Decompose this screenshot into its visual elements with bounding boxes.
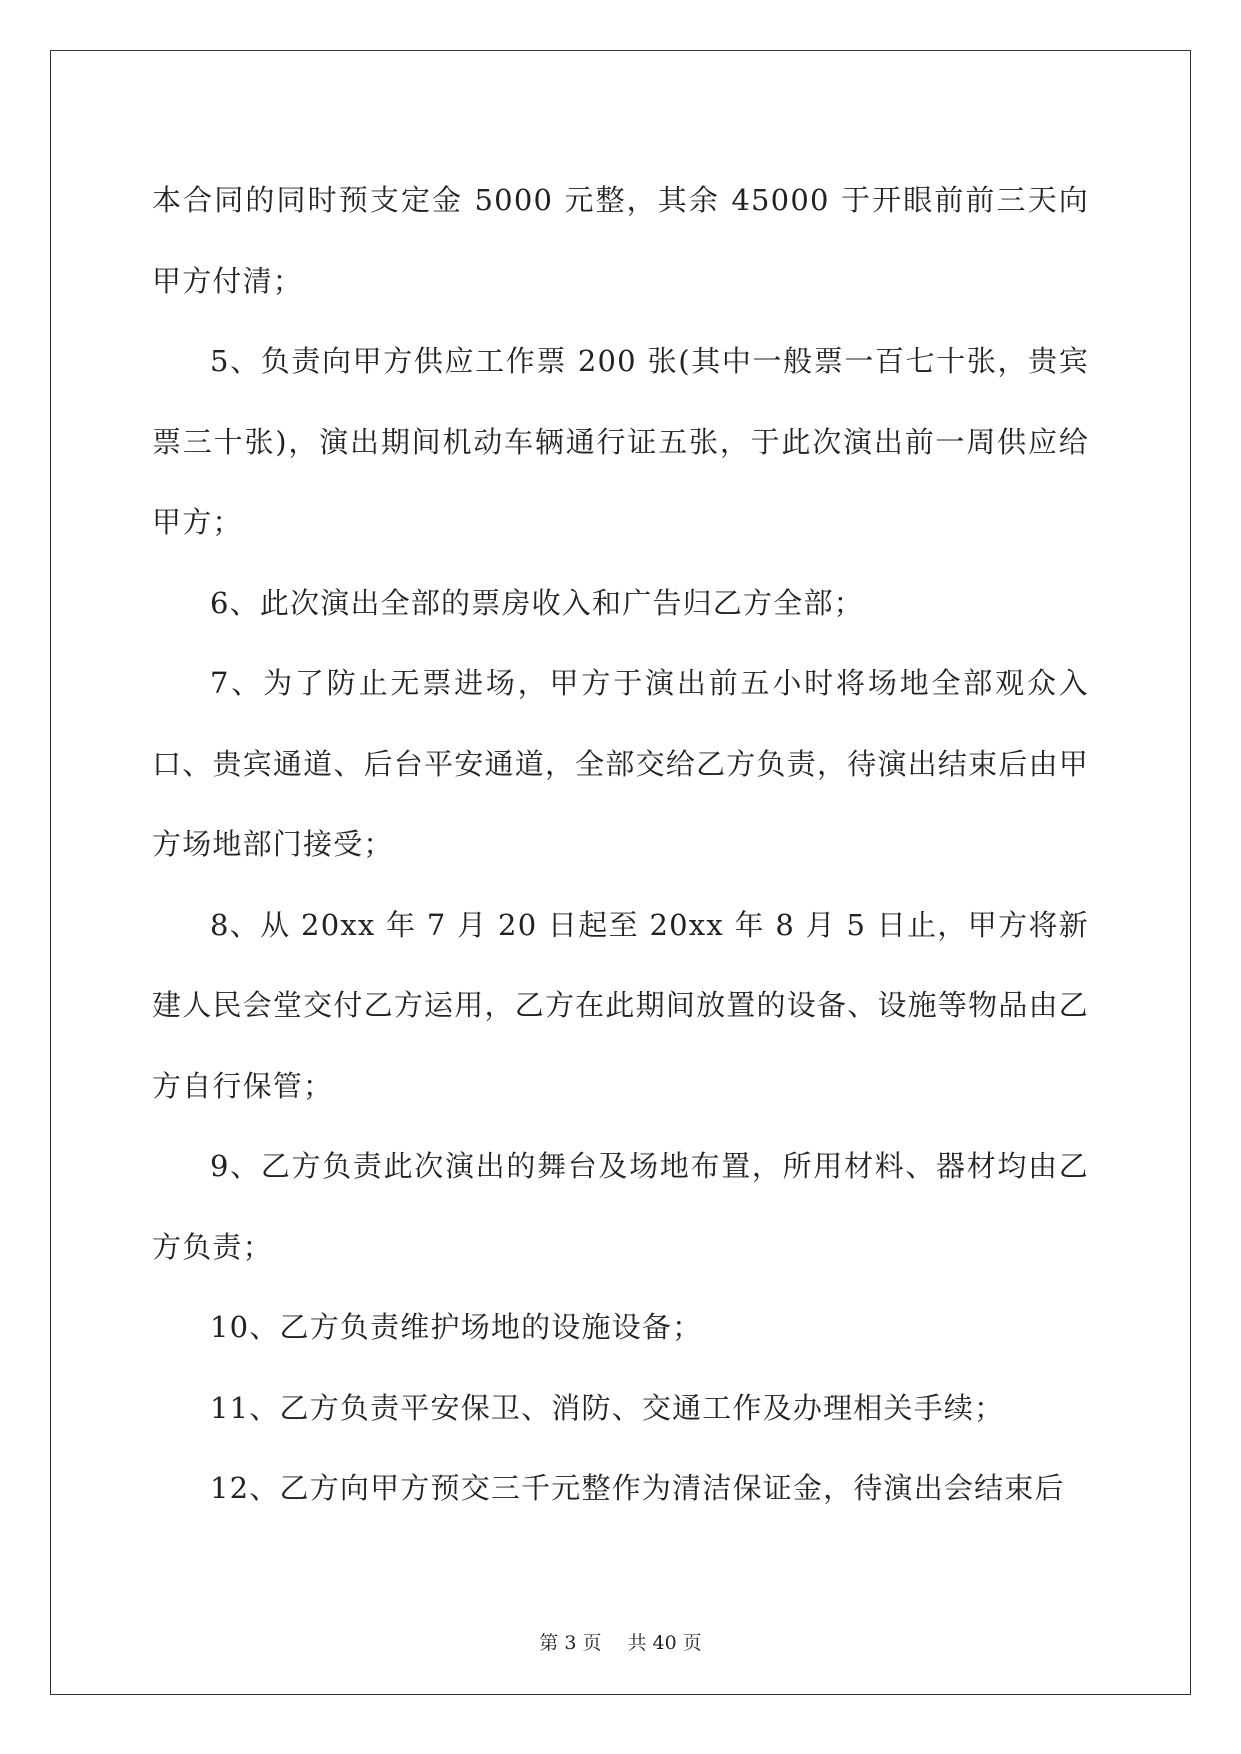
paragraph-item-8: 8、从 20xx 年 7 月 20 日起至 20xx 年 8 月 5 日止，甲方将新建人民会堂交付乙方运用，乙方在此期间放置的设备、设施等物品由乙方自行保管； [152,907,1089,1103]
paragraph-item-11: 11、乙方负责平安保卫、消防、交通工作及办理相关手续； [210,1390,1005,1425]
paragraph-item-7: 7、为了防止无票进场，甲方于演出前五小时将场地全部观众入口、贵宾通道、后台平安通道，全部交给乙方负责，待演出结束后由甲方场地部门接受； [152,666,1089,861]
paragraph-item-9: 9、乙方负责此次演出的舞台及场地布置，所用材料、器材均由乙方负责； [152,1149,1089,1264]
paragraph-item-5: 5、负责向甲方供应工作票 200 张(其中一般票一百七十张，贵宾票三十张)，演出期间机动车辆通行证五张，于此次演出前一周供应给甲方； [152,344,1089,539]
paragraph-item-6: 6、此次演出全部的票房收入和广告归乙方全部； [210,585,864,620]
paragraph-item-10: 10、乙方负责维护场地的设施设备； [210,1310,703,1344]
document-body [152,160,1089,1529]
paragraph-item-12: 12、乙方向甲方预交三千元整作为清洁保证金，待演出会结束后 [210,1471,1065,1505]
paragraph-1: 本合同的同时预支定金 5000 元整，其余 45000 于开眼前前三天向甲方付清； [152,183,1089,298]
page-total: 共 40 页 [627,1632,702,1654]
page-number: 第 3 页 [539,1632,602,1654]
page-footer [0,1628,1241,1655]
